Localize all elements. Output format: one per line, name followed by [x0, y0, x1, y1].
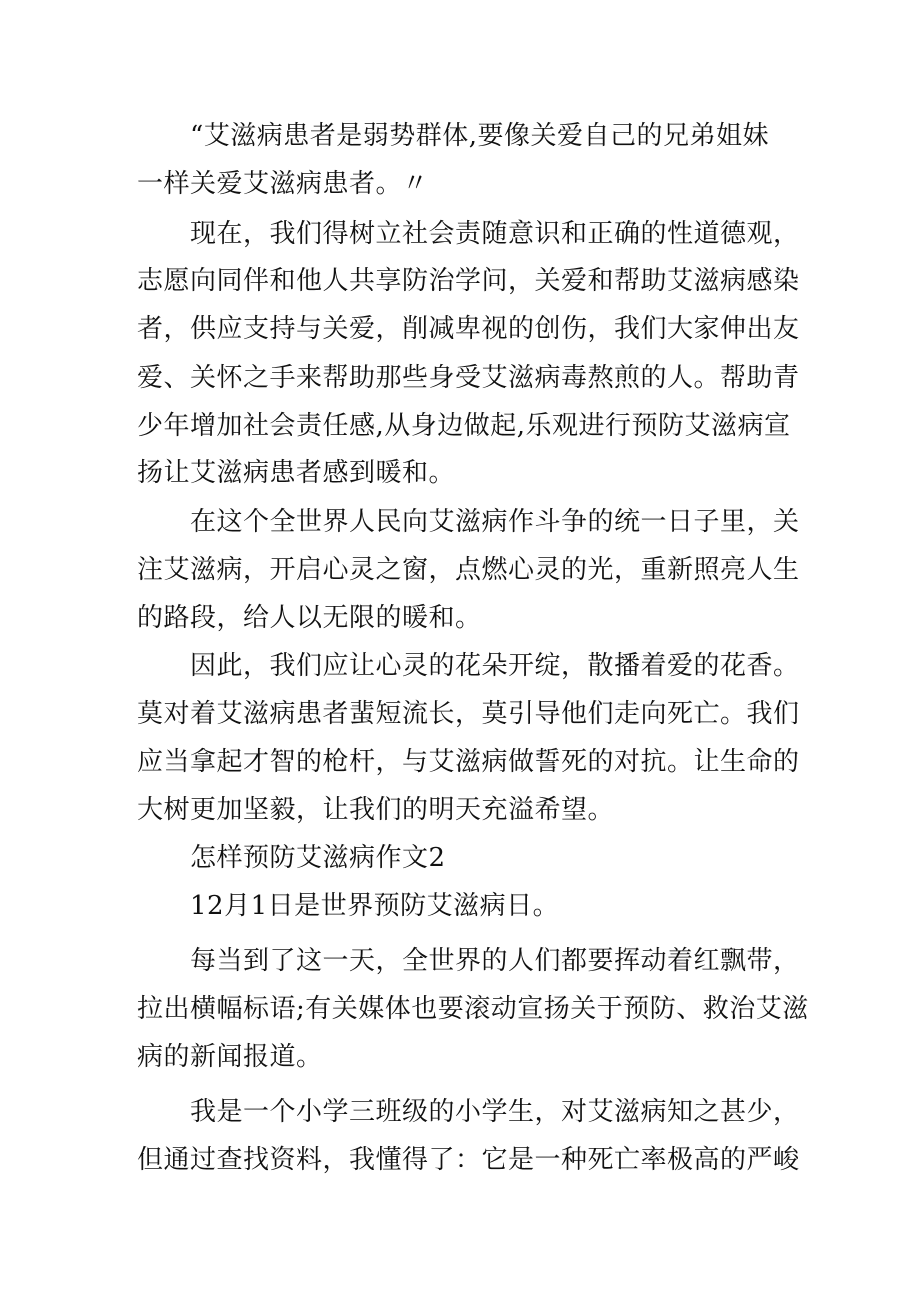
text-line: 在这个全世界人民向艾滋病作斗争的统一日子里，关: [190, 507, 800, 537]
text-line: 一样关爱艾滋病患者。〃: [137, 169, 429, 199]
text-line: 应当拿起才智的枪杆，与艾滋病做誓死的对抗。让生命的: [137, 747, 800, 777]
text-line: 注艾滋病，开启心灵之窗，点燃心灵的光，重新照亮人生: [137, 555, 800, 585]
text-line: “艾滋病患者是弱势群体,要像关爱自己的兄弟姐妹: [190, 121, 770, 151]
text-line: 我是一个小学三班级的小学生，对艾滋病知之甚少，: [190, 1097, 800, 1127]
text-line: 大树更加坚毅，让我们的明天充溢希望。: [137, 795, 615, 825]
text-line: 每当到了这一天，全世界的人们都要挥动着红飘带，: [190, 946, 800, 976]
text-line: 现在，我们得树立社会责随意识和正确的性道德观，: [190, 219, 800, 249]
text-line: 扬让艾滋病患者感到暖和。: [137, 458, 456, 488]
text-line: 拉出横幅标语;有关媒体也要滚动宣扬关于预防、救治艾滋: [137, 994, 809, 1024]
text-line: 的路段，给人以无限的暖和。: [137, 603, 482, 633]
text-line: 12月1日是世界预防艾滋病日。: [190, 891, 560, 921]
text-line: 者，供应支持与关爱，削减卑视的创伤，我们大家伸出友: [137, 314, 800, 344]
text-line: 少年增加社会责任感,从身边做起,乐观进行预防艾滋病宣: [137, 411, 791, 441]
text-line: 因此，我们应让心灵的花朵开绽，散播着爱的花香。: [190, 651, 800, 681]
section-heading: 怎样预防艾滋病作文2: [190, 843, 446, 873]
text-line: 爱、关怀之手来帮助那些身受艾滋病毒熬煎的人。帮助青: [137, 363, 800, 393]
text-line: 志愿向同伴和他人共享防治学问，关爱和帮助艾滋病感染: [137, 266, 800, 296]
text-line: 但通过查找资料，我懂得了：它是一种死亡率极高的严峻: [137, 1145, 800, 1175]
text-line: 莫对着艾滋病患者蜚短流长，莫引导他们走向死亡。我们: [137, 699, 800, 729]
text-line: 病的新闻报道。: [137, 1042, 323, 1072]
